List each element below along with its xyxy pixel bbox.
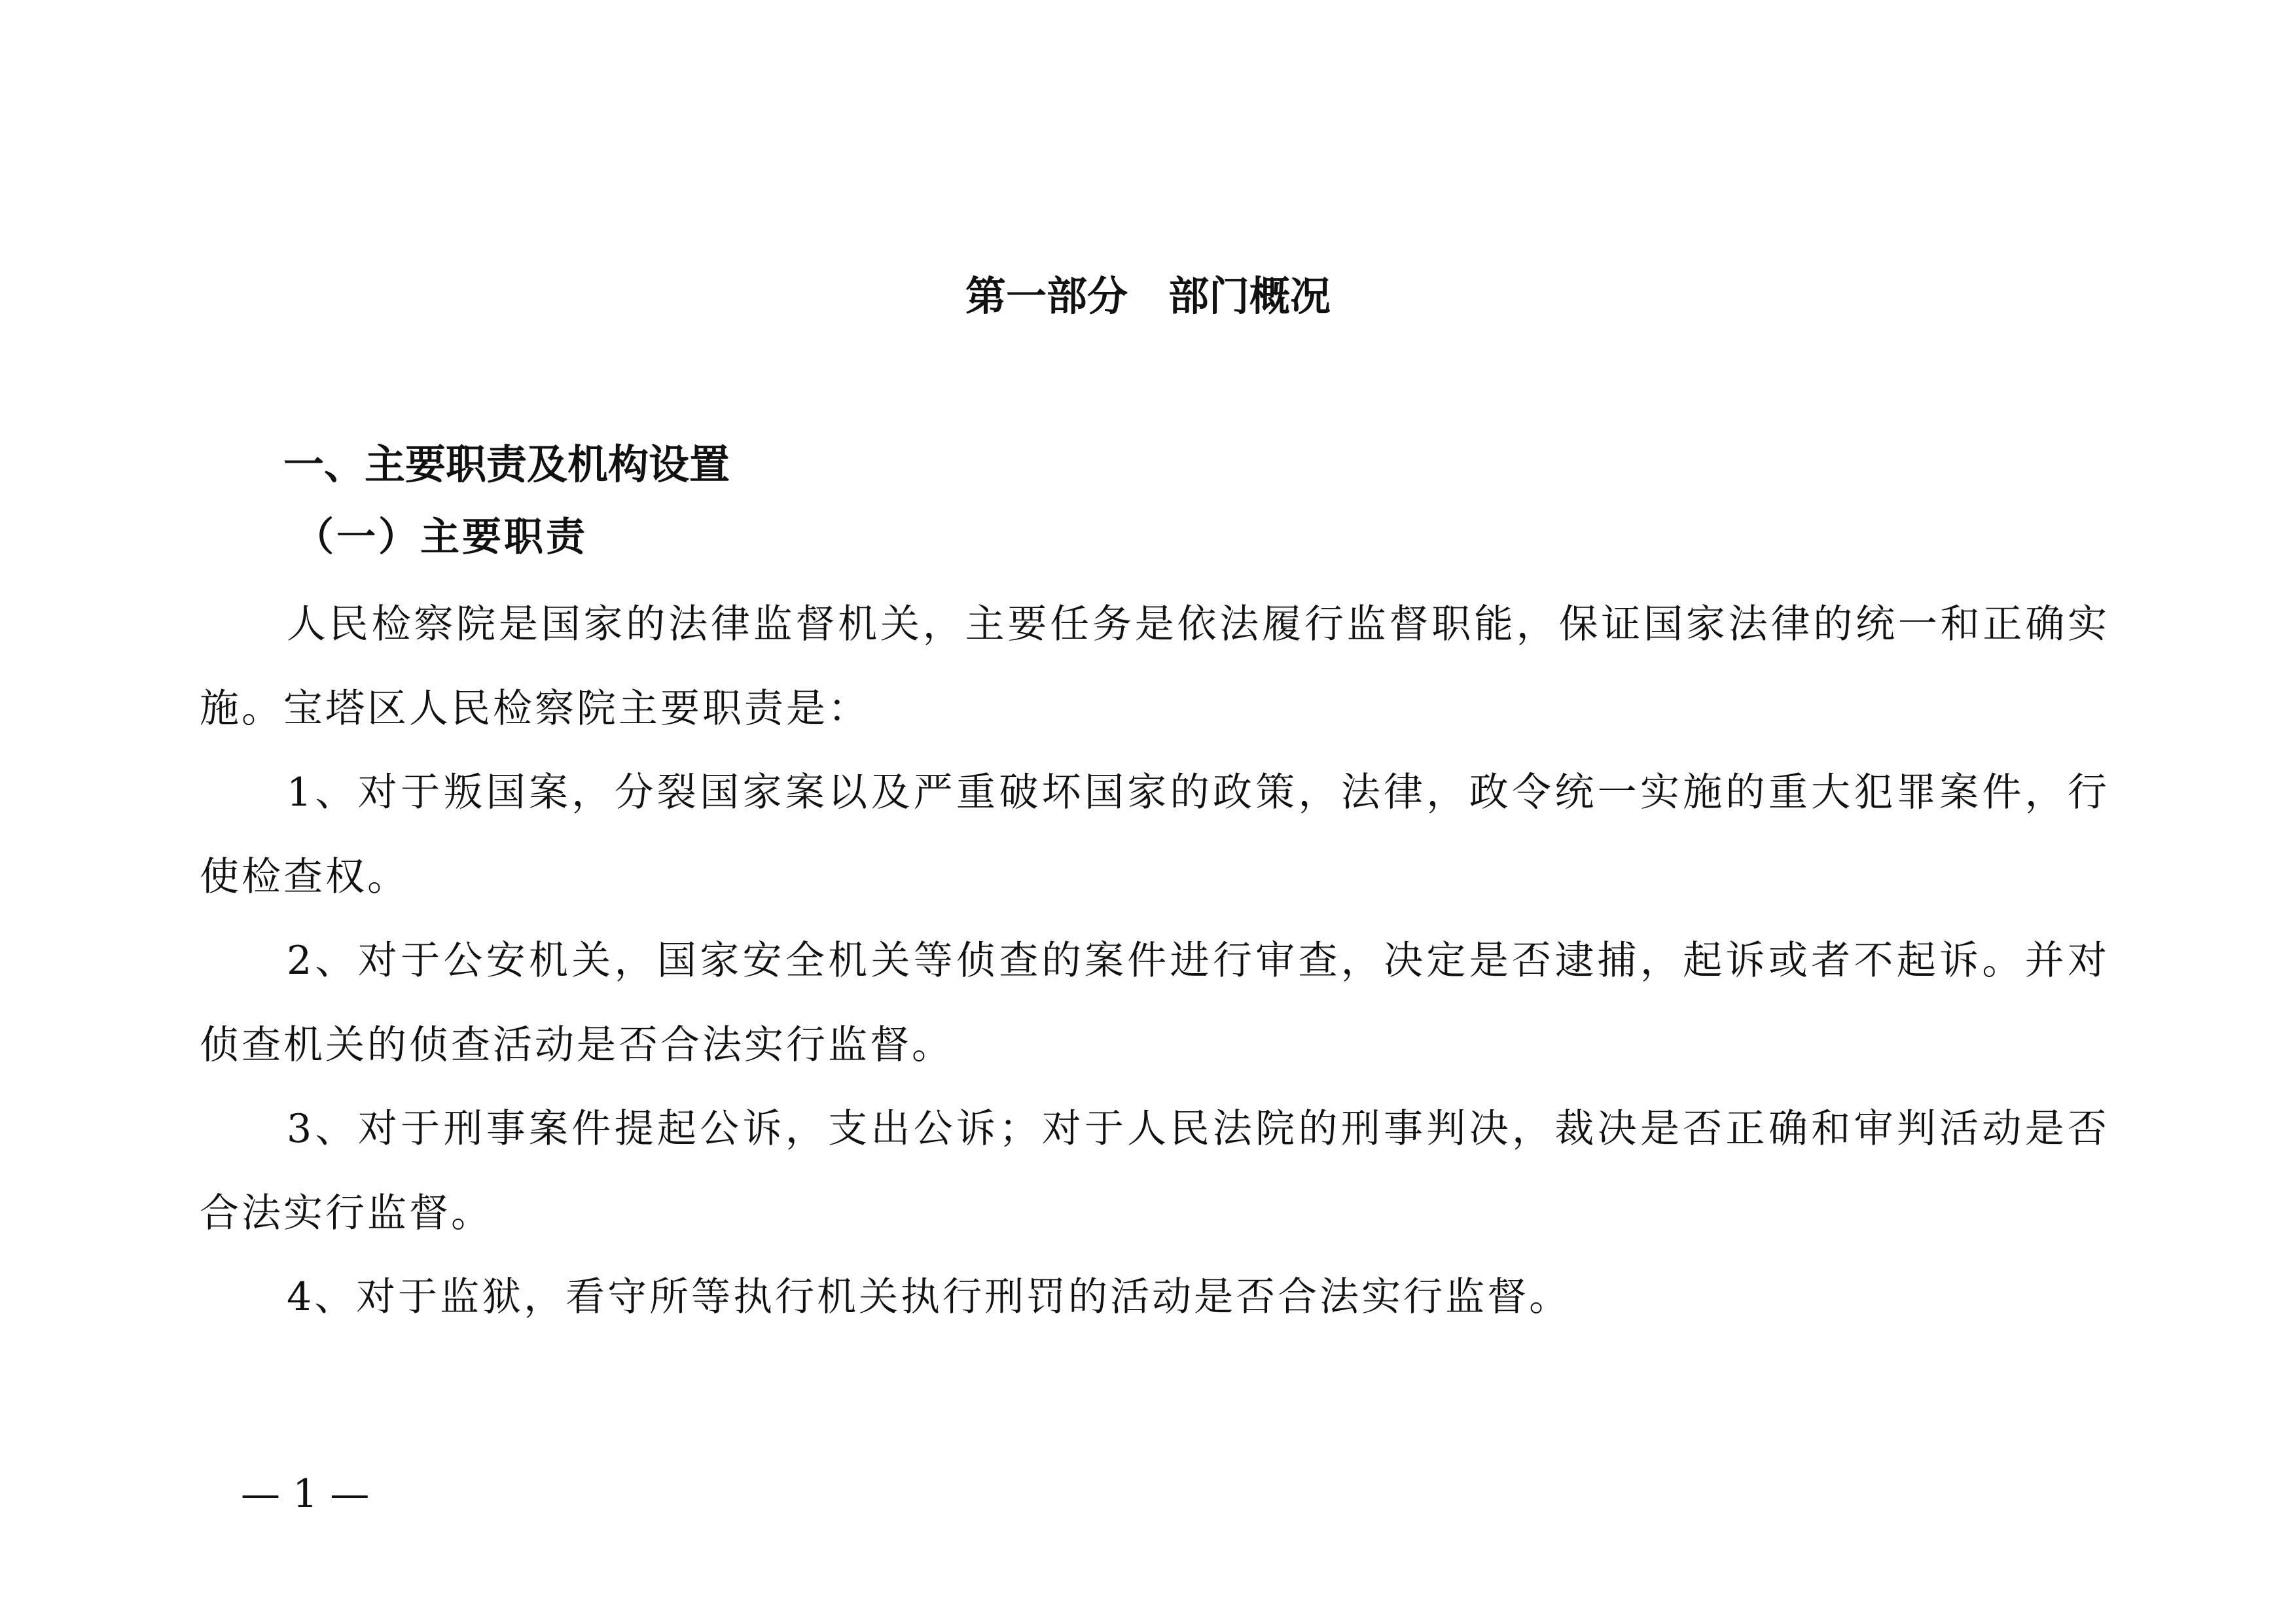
paragraph-duty-2: 2、对于公安机关，国家安全机关等侦查的案件进行审查，决定是否逮捕，起诉或者不起诉。并对侦查机关的侦查活动是否合法实行监督。 (200, 938, 2109, 1068)
page-title: 第一部分 部门概况 (965, 272, 1331, 320)
page-number: — 1 — (241, 1471, 370, 1517)
body-text (200, 582, 2109, 1340)
paragraph-intro: 人民检察院是国家的法律监督机关，主要任务是依法履行监督职能，保证国家法律的统一和正确实施。宝塔区人民检察院主要职责是： (200, 601, 2109, 732)
paragraph-duty-3: 3、对于刑事案件提起公诉，支出公诉；对于人民法院的刑事判决，裁决是否正确和审判活动是否合法实行监督。 (200, 1106, 2109, 1236)
paragraph-duty-1: 1、对于叛国案，分裂国家案以及严重破坏国家的政策，法律，政令统一实施的重大犯罪案件，行使检查权。 (200, 770, 2109, 900)
paragraph-duty-4: 4、对于监狱，看守所等执行机关执行刑罚的活动是否合法实行监督。 (287, 1274, 1571, 1320)
sub-heading: （一）主要职责 (295, 514, 588, 560)
section-heading: 一、主要职责及机构设置 (283, 440, 730, 488)
